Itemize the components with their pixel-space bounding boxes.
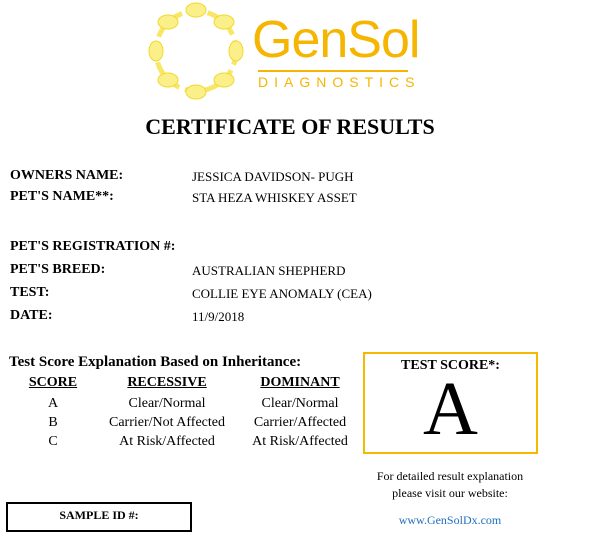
dominant-cell: Carrier/Affected	[253, 415, 347, 430]
pet-name-label: PET'S NAME**:	[10, 189, 114, 204]
pet-name-value: STA HEZA WHISKEY ASSET	[192, 190, 357, 205]
breed-label: PET'S BREED:	[10, 262, 106, 277]
test-value: COLLIE EYE ANOMALY (CEA)	[192, 286, 372, 301]
logo-divider	[258, 70, 408, 72]
website-note	[350, 468, 550, 502]
score-cell: C	[48, 434, 58, 449]
logo-subtitle: DIAGNOSTICS	[258, 74, 421, 90]
owners-name-value: JESSICA DAVIDSON- PUGH	[192, 169, 354, 184]
registration-label: PET'S REGISTRATION #:	[10, 239, 176, 254]
test-score-label: TEST SCORE*:	[401, 358, 500, 373]
recessive-cell: Carrier/Not Affected	[109, 415, 225, 430]
website-note-line2: please visit our website:	[392, 486, 508, 500]
dna-ring-logo-icon	[142, 0, 250, 102]
column-score: SCORE	[28, 375, 78, 390]
test-label: TEST:	[10, 285, 50, 300]
certificate-title: CERTIFICATE OF RESULTS	[145, 114, 435, 139]
date-value: 11/9/2018	[192, 309, 245, 324]
dominant-cell: Clear/Normal	[261, 396, 339, 411]
owners-name-label: OWNERS NAME:	[10, 168, 124, 183]
column-recessive: RECESSIVE	[127, 375, 207, 390]
dominant-cell: At Risk/Affected	[252, 434, 348, 449]
website-link[interactable]: www.GenSolDx.com	[398, 513, 502, 527]
breed-value: AUSTRALIAN SHEPHERD	[192, 263, 346, 278]
column-dominant: DOMINANT	[260, 375, 340, 390]
website-note-line1: For detailed result explanation	[376, 469, 524, 483]
date-label: DATE:	[10, 308, 53, 323]
sample-id-label: SAMPLE ID #:	[59, 508, 139, 522]
sample-id-box	[6, 502, 192, 532]
test-score-box	[363, 352, 538, 454]
explanation-heading: Test Score Explanation Based on Inheritance:	[9, 354, 302, 370]
score-cell: B	[48, 415, 58, 430]
test-score-value: A	[423, 367, 478, 451]
recessive-cell: Clear/Normal	[128, 396, 206, 411]
recessive-cell: At Risk/Affected	[119, 434, 215, 449]
score-cell: A	[47, 396, 59, 411]
logo-name: GenSol	[252, 11, 420, 69]
